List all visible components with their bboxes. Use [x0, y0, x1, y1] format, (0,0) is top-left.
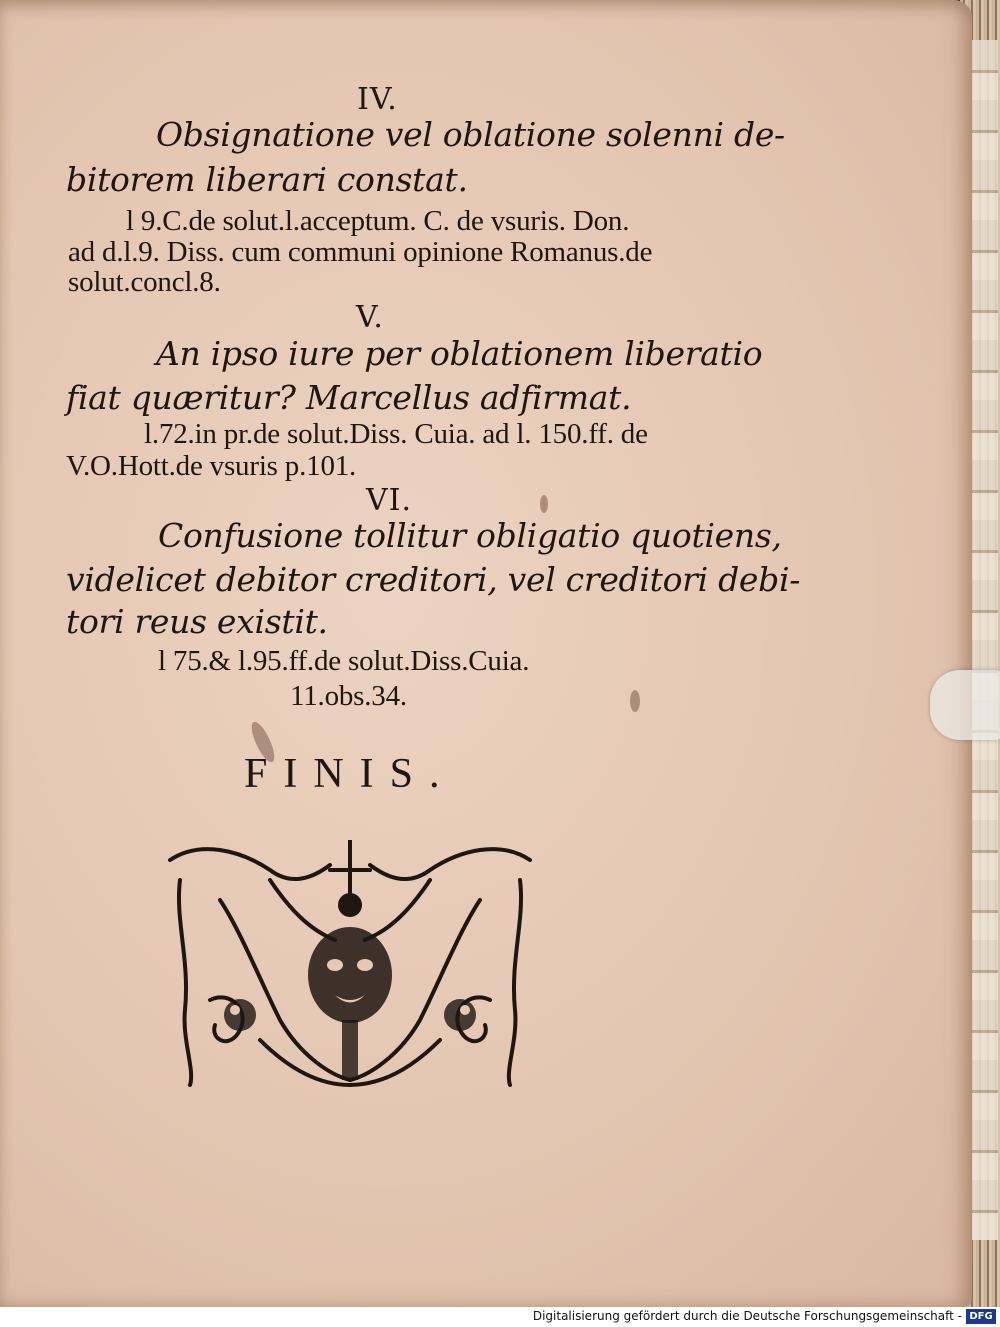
reference-line: 11.obs.34. [290, 680, 407, 712]
woodcut-ornament-icon [160, 840, 540, 1090]
paper-clip [930, 670, 1000, 740]
reference-line: solut.concl.8. [68, 266, 221, 298]
section-numeral: VI. [366, 483, 413, 518]
proposition-line: fiat quæritur? Marcellus adfirmat. [66, 378, 632, 417]
proposition-line: An ipso iure per oblationem liberatio [156, 334, 763, 373]
proposition-line: tori reus existit. [66, 602, 328, 641]
reference-line: ad d.l.9. Diss. cum communi opinione Romanus.de [68, 236, 653, 268]
reference-line: l 9.C.de solut.l.acceptum. C. de vsuris. Don. [126, 205, 630, 237]
proposition-line: videlicet debitor creditori, vel creditori debi- [66, 560, 801, 599]
section-numeral: V. [356, 300, 384, 335]
proposition-line: bitorem liberari constat. [66, 160, 468, 199]
finis-heading: FINIS. [244, 751, 456, 797]
proposition-line: Confusione tollitur obligatio quotiens, [158, 516, 782, 555]
footer-credit-text: Digitalisierung gefördert durch die Deutsche Forschungsgemeinschaft - [532, 1309, 962, 1323]
digitization-footer [0, 1307, 1000, 1327]
dfg-logo-icon: DFG [966, 1309, 996, 1324]
ink-stain [540, 495, 548, 513]
ink-stain [630, 690, 640, 712]
proposition-line: Obsignatione vel oblatione solenni de- [156, 115, 785, 154]
reference-line: l.72.in pr.de solut.Diss. Cuia. ad l. 150.ff. de [144, 418, 648, 450]
reference-line: V.O.Hott.de vsuris p.101. [66, 450, 357, 482]
reference-line: l 75.& l.95.ff.de solut.Diss.Cuia. [158, 645, 530, 677]
section-numeral: IV. [357, 82, 398, 117]
